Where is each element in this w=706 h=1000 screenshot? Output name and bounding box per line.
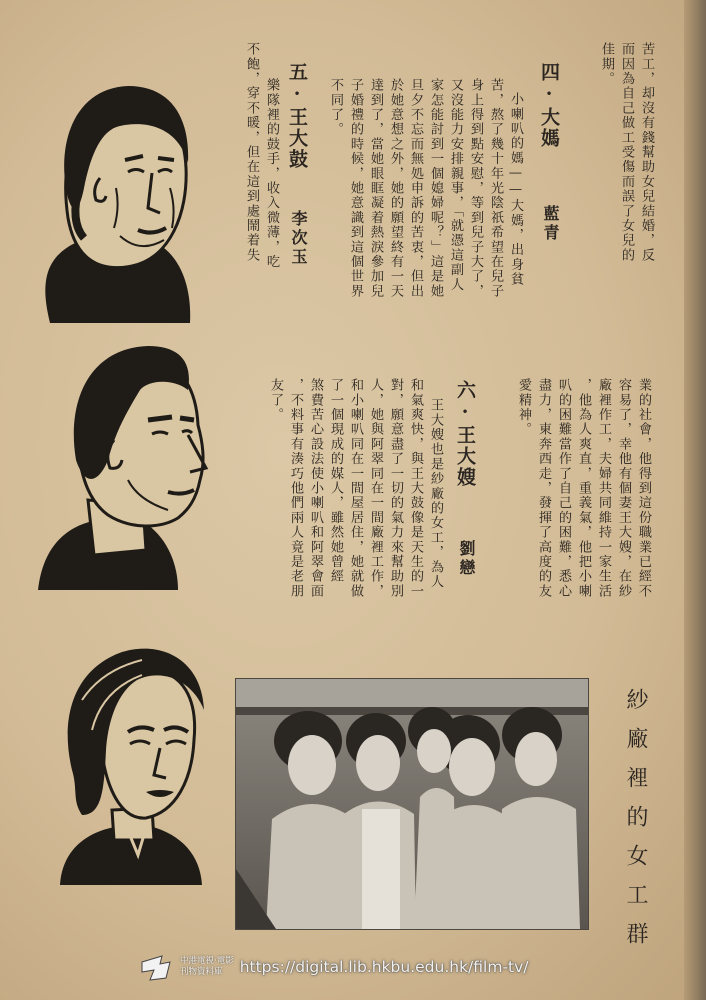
photo-caption: 紗廠裡的女工群	[623, 688, 648, 961]
text-line: 於她意想之外，她的願望終有一天	[388, 78, 403, 299]
text-line: 煞費苦心設法使小喇叭和阿翠會面	[308, 378, 323, 599]
section-author-4: 藍青	[541, 205, 560, 243]
text-block-section-6	[235, 378, 445, 640]
photo-image	[236, 679, 588, 929]
text-line: 苦，熬了幾十年光陰祇希望在兒子	[488, 78, 503, 299]
text-line: 家怎能討到一個媳婦呢？」這是她	[428, 78, 443, 299]
logo-line-1: 中港電視·電影	[180, 956, 234, 966]
text-line: 達到了，當她眼眶凝着熱淚參加兒	[368, 78, 383, 299]
photo-factory-women	[235, 678, 589, 930]
text-line: 樂隊裡的鼓手，收入微薄，吃	[264, 78, 279, 270]
text-line: 不同了。	[328, 78, 343, 137]
text-line: 愛精神。	[516, 378, 531, 437]
text-block-section-4	[315, 78, 525, 340]
text-line: 人，她與阿翠同在一間廠裡工作，	[368, 378, 383, 599]
text-line: 和氣爽快，與王大鼓像是天生的一	[408, 378, 423, 599]
archive-logo-text	[180, 956, 234, 978]
text-line: 王大嫂也是紗廠的女工，為人	[428, 398, 443, 590]
text-line: 友了。	[268, 378, 283, 423]
section-author-6: 劉戀	[457, 540, 476, 578]
logo-line-2: 刊物資料庫	[180, 967, 223, 977]
text-block-section-5-continuation	[505, 378, 653, 640]
text-line: 盡力，東奔西走，發揮了高度的友	[536, 378, 551, 599]
archive-logo-icon	[140, 952, 174, 982]
text-line: 佳期。	[599, 42, 614, 87]
page-edge	[684, 0, 706, 1000]
text-line: ，他為人爽直，重義氣，他把小喇	[576, 378, 591, 599]
section-heading-4: 四·大媽	[538, 62, 560, 149]
text-line: 子婚禮的時候，她意識到這個世界	[348, 78, 363, 299]
text-line: 又沒能力安排親事，「就憑這副人	[448, 78, 463, 292]
text-line: 苦工，却沒有錢幫助女兒結婚，反	[639, 42, 654, 263]
archive-url-link[interactable]: https://digital.lib.hkbu.edu.hk/film-tv/	[239, 958, 529, 976]
text-line: 不飽，穿不暖，但在這到處鬧着失	[244, 42, 259, 263]
text-line: 業的社會，他得到這份職業已經不	[636, 378, 651, 599]
text-line: ，不料事有湊巧他們兩人竟是老朋	[288, 378, 303, 599]
text-line: 而因為自己做工受傷而誤了女兒的	[619, 42, 634, 263]
section-author-5: 李次玉	[289, 210, 308, 267]
text-line: 容易了，幸他有個妻王大嫂，在紗	[616, 378, 631, 599]
text-line: 廠裡作工，夫婦共同維持一家生活	[596, 378, 611, 599]
portrait-young-woman	[42, 640, 212, 890]
section-heading-6: 六·王大嫂	[454, 380, 476, 488]
text-line: 對，願意盡了一切的氣力來幫助別	[388, 378, 403, 599]
text-line: 叭的困難當作了自己的困難，悉心	[556, 378, 571, 599]
text-block-continuation	[574, 42, 656, 332]
text-line: 身上得到點安慰，等到兒子大了，	[468, 78, 483, 299]
text-line: 和小喇叭同在一間屋居住，她就做	[348, 378, 363, 599]
text-block-section-5	[236, 42, 281, 342]
text-line: 小喇叭的媽——大媽，出身貧	[508, 92, 523, 287]
portrait-man	[28, 340, 213, 600]
portrait-elderly-woman	[20, 68, 200, 328]
section-heading-5: 五·王大鼓	[286, 62, 308, 170]
text-line: 了一個現成的媒人，雖然她曾經	[328, 378, 343, 584]
text-line: 旦夕不忘而無処申訴的苦衷，但出	[408, 78, 423, 299]
watermark	[140, 950, 529, 984]
